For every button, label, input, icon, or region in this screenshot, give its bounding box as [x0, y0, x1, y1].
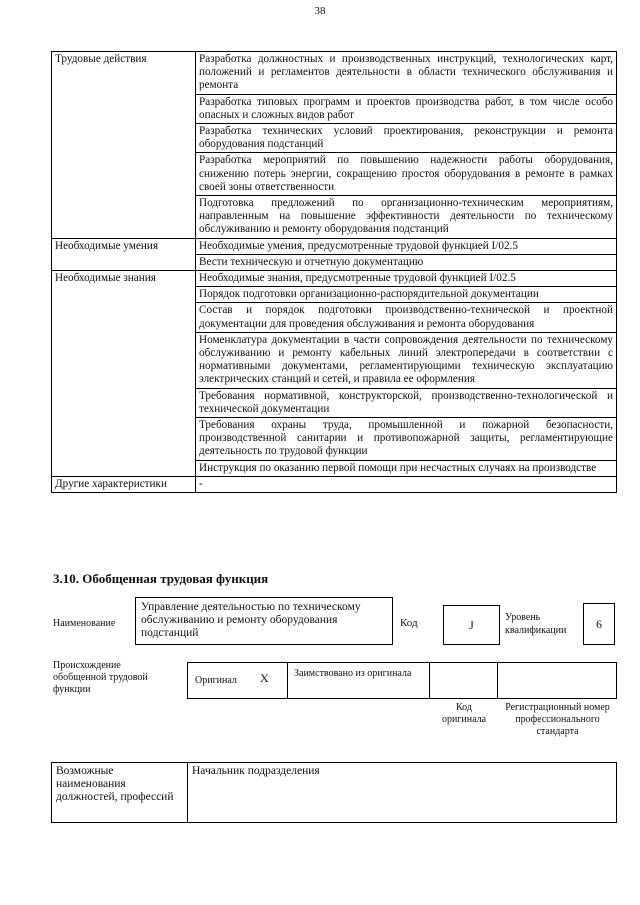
- reg-number-label: Регистрационный номер профессионального стандарта: [505, 702, 610, 737]
- page-number: 38: [314, 5, 326, 17]
- labor-function-table: [51, 51, 617, 493]
- origin-divider-1: [287, 662, 288, 699]
- row-label: Другие характеристики: [52, 476, 196, 492]
- row-item: Необходимые умения, предусмотренные трудовой функцией I/02.5: [196, 238, 617, 254]
- positions-table: [51, 762, 617, 823]
- row-item: Состав и порядок подготовки производственно-технической и проектной документации для проведения обслуживания и ремонта оборудования: [196, 303, 617, 332]
- code-label: Код: [400, 617, 418, 629]
- level-label: Уровень квалификации: [505, 612, 567, 636]
- origin-label: Происхождение обобщенной трудовой функции: [53, 660, 148, 695]
- row-item: Вести техническую и отчетную документацию: [196, 254, 617, 270]
- table-row: [52, 238, 617, 254]
- row-label: Трудовые действия: [52, 52, 196, 239]
- table-row: [52, 476, 617, 492]
- row-item: Инструкция по оказанию первой помощи при несчастных случаях на производстве: [196, 460, 617, 476]
- name-value-box: [135, 597, 393, 645]
- row-item: -: [196, 476, 617, 492]
- table-row: [52, 271, 617, 287]
- row-item: Требования нормативной, конструкторской, производственно-технологической и технической документации: [196, 388, 617, 417]
- positions-value: Начальник подразделения: [188, 763, 617, 823]
- origin-divider-2: [429, 662, 430, 699]
- positions-label: Возможные наименования должностей, профессий: [52, 763, 188, 823]
- row-item: Требования охраны труда, промышленной и пожарной безопасности, производственной санитарии и противопожарной защиты, регламентирующие деятельность по трудовой функции: [196, 418, 617, 461]
- row-item: Необходимые знания, предусмотренные трудовой функцией I/02.5: [196, 271, 617, 287]
- level-value-box: [583, 603, 615, 645]
- row-label: Необходимые знания: [52, 271, 196, 477]
- code-value: J: [469, 618, 474, 632]
- row-item: Подготовка предложений по организационно-техническим мероприятиям, направленным на повышение эффективности деятельности по техническому обслуживанию и ремонту оборудования подстанций: [196, 196, 617, 239]
- section-title: 3.10. Обобщенная трудовая функция: [53, 571, 269, 586]
- original-mark: X: [260, 671, 269, 685]
- origin-divider-3: [497, 662, 498, 699]
- borrowed-label: Заимствовано из оригинала: [294, 668, 412, 679]
- row-item: Разработка технических условий проектирования, реконструкции и ремонта оборудования подстанций: [196, 124, 617, 153]
- row-item: Номенклатура документации в части сопровождения деятельности по техническому обслуживанию и ремонту кабельных линий электропередачи в соответствии с нормативными документами, регламентирующими техническую эксплуатацию электрических станций и сетей, и правила ее оформления: [196, 332, 617, 388]
- row-item: Разработка мероприятий по повышению надежности работы оборудования, снижению потерь энергии, сокращению простоя оборудования в ремонте в рамках своей зоны ответственности: [196, 153, 617, 196]
- row-item: Разработка типовых программ и проектов производства работ, в том числе особо опасных и сложных видов работ: [196, 94, 617, 123]
- row-item: Разработка должностных и производственных инструкций, технологических карт, положений и регламентов деятельности в области технического обслуживания и ремонта: [196, 52, 617, 95]
- row-item: Порядок подготовки организационно-распорядительной документации: [196, 287, 617, 303]
- original-label: Оригинал: [195, 675, 237, 686]
- name-label: Наименование: [53, 618, 116, 629]
- code-original-label: Код оригинала: [441, 702, 487, 725]
- level-value: 6: [596, 617, 602, 631]
- name-value: Управление деятельностью по техническому обслуживанию и ремонту оборудования подстанций: [141, 601, 361, 639]
- row-label: Необходимые умения: [52, 238, 196, 270]
- code-value-box: [443, 605, 500, 645]
- table-row: [52, 52, 617, 95]
